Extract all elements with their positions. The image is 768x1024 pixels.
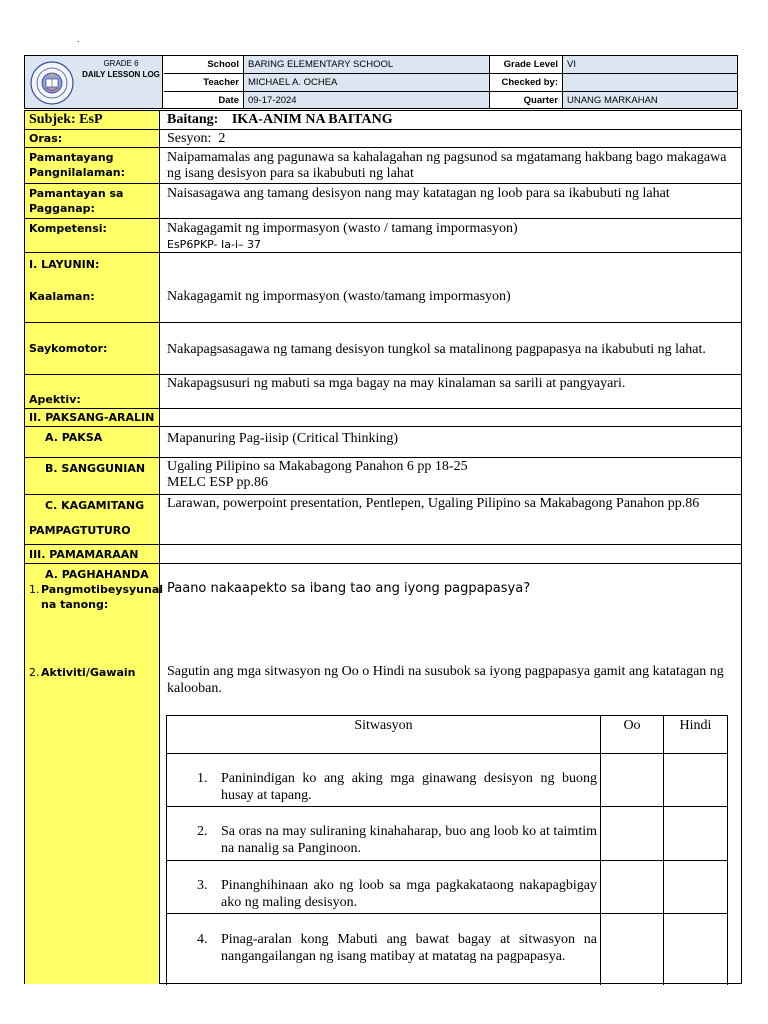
paghahanda-item-2 xyxy=(29,665,135,680)
row-divider-3 xyxy=(167,913,727,914)
layunin-label-cell xyxy=(25,253,160,322)
baitang-label: Baitang: xyxy=(167,112,219,127)
paksa-value: Mapanuring Pag-iisip (Critical Thinking) xyxy=(167,431,399,446)
pamantayan-sa-pagganap-row xyxy=(25,184,741,219)
grade-level-label: Grade Level xyxy=(490,56,563,74)
col-divider-hindi xyxy=(663,716,664,985)
kompetensi-label: Kompetensi: xyxy=(25,219,160,252)
checked-by-value xyxy=(563,74,737,92)
pamantayang-pangnilalaman-row xyxy=(25,148,741,184)
kagamitang-row xyxy=(25,495,741,545)
subjek-label: Subjek: EsP xyxy=(25,111,160,129)
deped-seal-icon xyxy=(29,60,75,106)
kaalaman-value: Nakagagamit ng impormasyon (wasto/tamang impormasyon) xyxy=(167,289,511,304)
kagamitang-value: Larawan, powerpoint presentation, Pentlepen, Ugaling Pilipino sa Makabagong Panahon pp.86 xyxy=(167,496,700,511)
sitwasyon-item xyxy=(193,931,597,965)
item-text: Pinanghihinaan ako ng loob sa mga pagkakataong nakapagbigay ako ng maling desisyon. xyxy=(221,878,597,910)
kagamitang-label-line1: C. KAGAMITANG xyxy=(45,499,145,512)
date-label: Date xyxy=(164,92,244,108)
pamantayan-sa-pagganap-label: Pamantayan sa Pagganap: xyxy=(25,184,160,218)
sitwasyon-item xyxy=(193,770,597,804)
quarter-value: UNANG MARKAHAN xyxy=(563,92,737,108)
item-text: Sa oras na may suliraning kinahaharap, buo ang loob ko at taimtim na nanalig sa Panginoon. xyxy=(221,824,597,856)
kagamitang-label-line2: PAMPAGTUTURO xyxy=(29,524,131,537)
kompetensi-row xyxy=(25,219,741,253)
pamantayan-sa-pagganap-value: Naisasagawa ang tamang desisyon nang may katatagan ng loob para sa ikabubuti ng lahat xyxy=(167,186,670,201)
sitwasyon-table xyxy=(166,715,728,985)
pamamaraan-label: III. PAMAMARAAN xyxy=(25,545,160,563)
paghahanda-label: A. PAGHAHANDA xyxy=(45,568,149,581)
baitang-value: IKA-ANIM NA BAITANG xyxy=(231,112,393,127)
paksa-row xyxy=(25,427,741,458)
kompetensi-value: Nakagagamit ng impormasyon (wasto / tamang impormasyon) xyxy=(167,221,518,236)
grade-label: GRADE 6 xyxy=(103,59,139,68)
paksang-aralin-value xyxy=(161,409,741,426)
kompetensi-cell xyxy=(161,219,741,252)
item-number: 4. xyxy=(197,932,208,947)
paksang-aralin-row xyxy=(25,409,741,427)
sanggunian-line1: Ugaling Pilipino sa Makabagong Panahon 6 pp 18-25 xyxy=(167,459,468,474)
sanggunian-line2: MELC ESP pp.86 xyxy=(167,475,268,490)
stray-dot: . xyxy=(77,34,80,44)
pamantayang-pangnilalaman-label: Pamantayang Pangnilalaman: xyxy=(25,148,160,183)
baitang-cell xyxy=(161,111,741,129)
layunin-row xyxy=(25,253,741,323)
school-value: BARING ELEMENTARY SCHOOL xyxy=(244,56,490,74)
col-divider-oo xyxy=(600,716,601,985)
paksa-label: A. PAKSA xyxy=(25,427,160,457)
school-label: School xyxy=(164,56,244,74)
paghahanda-label-cell xyxy=(25,564,164,984)
layunin-label: I. LAYUNIN: xyxy=(29,258,100,271)
item-number: 3. xyxy=(197,878,208,893)
paghahanda-item-1 xyxy=(29,582,164,612)
kagamitang-label-cell xyxy=(25,495,160,544)
apektiv-value: Nakapagsusuri ng mabuti sa mga bagay na may kinalaman sa sarili at pangyayari. xyxy=(167,376,626,391)
pamamaraan-row xyxy=(25,545,741,564)
sitwasyon-item xyxy=(193,877,597,911)
sanggunian-cell xyxy=(161,458,741,494)
sitwasyon-item xyxy=(193,823,597,857)
lesson-plan-table xyxy=(24,110,742,984)
sanggunian-row xyxy=(25,458,741,495)
item-1-number: 1. xyxy=(29,583,40,596)
date-value: 09-17-2024 xyxy=(244,92,490,108)
dll-header-table xyxy=(24,55,738,109)
item-2-label: Aktiviti/Gawain xyxy=(41,666,136,679)
pamamaraan-value xyxy=(161,545,741,563)
apektiv-label: Apektiv: xyxy=(25,375,160,408)
oo-header: Oo xyxy=(623,718,641,733)
pamantayang-pangnilalaman-value: Naipamamalas ang pagunawa sa kahalagahan ng pagsunod sa mgatamang hakbang bago makagawa ng isang desisyon para sa ikabubuti ng lahat xyxy=(167,150,727,181)
daily-lesson-log-label: DAILY LESSON LOG xyxy=(82,70,160,79)
oras-value: Sesyon: 2 xyxy=(167,131,226,146)
hindi-header: Hindi xyxy=(679,718,712,733)
paksang-aralin-label: II. PAKSANG-ARALIN xyxy=(25,409,160,426)
kompetensi-code: EsP6PKP- Ia-i– 37 xyxy=(167,238,262,251)
oras-label: Oras: xyxy=(25,130,160,147)
item-number: 1. xyxy=(197,771,208,786)
grade-level-value: VI xyxy=(563,56,737,74)
teacher-label: Teacher xyxy=(164,74,244,92)
row-divider-1 xyxy=(167,806,727,807)
item-number: 2. xyxy=(197,824,208,839)
sitwasyon-header: Sitwasyon xyxy=(354,718,413,733)
item-2-number: 2. xyxy=(29,666,40,679)
logo-cell xyxy=(25,56,163,108)
saykomotor-row xyxy=(25,323,741,375)
apektiv-row xyxy=(25,375,741,409)
quarter-label: Quarter xyxy=(490,92,563,108)
item-1-label: Pangmotibeysyunal na tanong: xyxy=(41,583,164,611)
grade-title xyxy=(81,58,161,80)
sanggunian-label: B. SANGGUNIAN xyxy=(25,458,160,494)
teacher-value: MICHAEL A. OCHEA xyxy=(244,74,490,92)
saykomotor-value: Nakapagsasagawa ng tamang desisyon tungkol sa matalinong pagpapasya na ikabubuti ng lahat. xyxy=(167,342,706,357)
kaalaman-label: Kaalaman: xyxy=(29,290,95,303)
row-divider-2 xyxy=(167,860,727,861)
oras-row xyxy=(25,130,741,148)
subjek-row xyxy=(25,111,741,130)
checked-by-label: Checked by: xyxy=(490,74,563,92)
pangmotibeysyunal-question: Paano nakaapekto sa ibang tao ang iyong pagpapasya? xyxy=(167,581,531,596)
aktiviti-instruction: Sagutin ang mga sitwasyon ng Oo o Hindi na susubok sa iyong pagpapasya gamit ang katatagan ng kalooban. xyxy=(167,664,724,696)
item-text: Pinag-aralan kong Mabuti ang bawat bagay at sitwasyon na nangangailangan ng isang matibay at matatag na pagpapasya. xyxy=(221,932,597,964)
saykomotor-label: Saykomotor: xyxy=(25,323,160,374)
item-text: Paninindigan ko ang aking mga ginawang desisyon ng buong husay at tapang. xyxy=(221,771,597,803)
